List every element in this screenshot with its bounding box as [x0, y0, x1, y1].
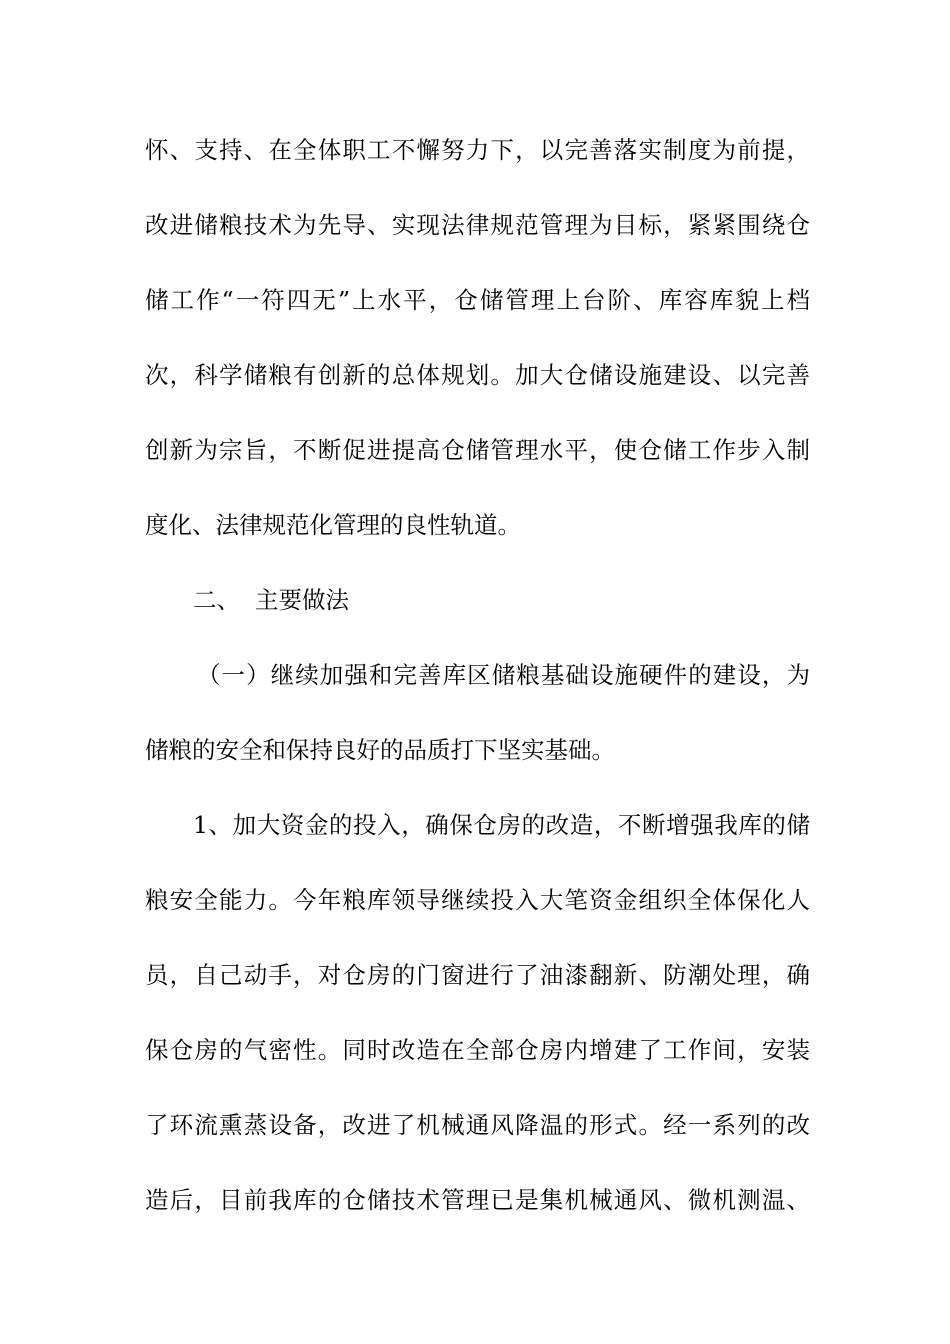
paragraph2-line-6: 造后，目前我库的仓储技术管理已是集机械通风、微机测温、 — [145, 1186, 810, 1214]
paragraph2-line-1: 1、加大资金的投入，确保仓房的改造，不断增强我库的储 — [193, 811, 810, 839]
paragraph-line-3: 储工作“一符四无”上水平，仓储管理上台阶、库容库貌上档 — [145, 286, 810, 314]
paragraph-line-4: 次，科学储粮有创新的总体规划。加大仓储设施建设、以完善 — [145, 361, 810, 389]
section-heading: 二、 主要做法 — [193, 586, 349, 614]
paragraph2-line-3: 员，自己动手，对仓房的门窗进行了油漆翻新、防潮处理，确 — [145, 961, 810, 989]
paragraph2-line-4: 保仓房的气密性。同时改造在全部仓房内增建了工作间，安装 — [145, 1036, 810, 1064]
subsection-heading-line-2: 储粮的安全和保持良好的品质打下坚实基础。 — [145, 736, 615, 764]
paragraph2-line-2: 粮安全能力。今年粮库领导继续投入大笔资金组织全体保化人 — [145, 886, 810, 914]
paragraph-line-2: 改进储粮技术为先导、实现法律规范管理为目标，紧紧围绕仓 — [145, 211, 810, 239]
paragraph-line-1: 怀、支持、在全体职工不懈努力下，以完善落实制度为前提， — [145, 136, 810, 164]
paragraph-line-5: 创新为宗旨，不断促进提高仓储管理水平，使仓储工作步入制 — [145, 436, 810, 464]
paragraph-line-6: 度化、法律规范化管理的良性轨道。 — [145, 511, 521, 539]
paragraph2-line-5: 了环流熏蒸设备，改进了机械通风降温的形式。经一系列的改 — [145, 1111, 810, 1139]
subsection-heading-line-1: （一）继续加强和完善库区储粮基础设施硬件的建设，为 — [197, 661, 810, 689]
